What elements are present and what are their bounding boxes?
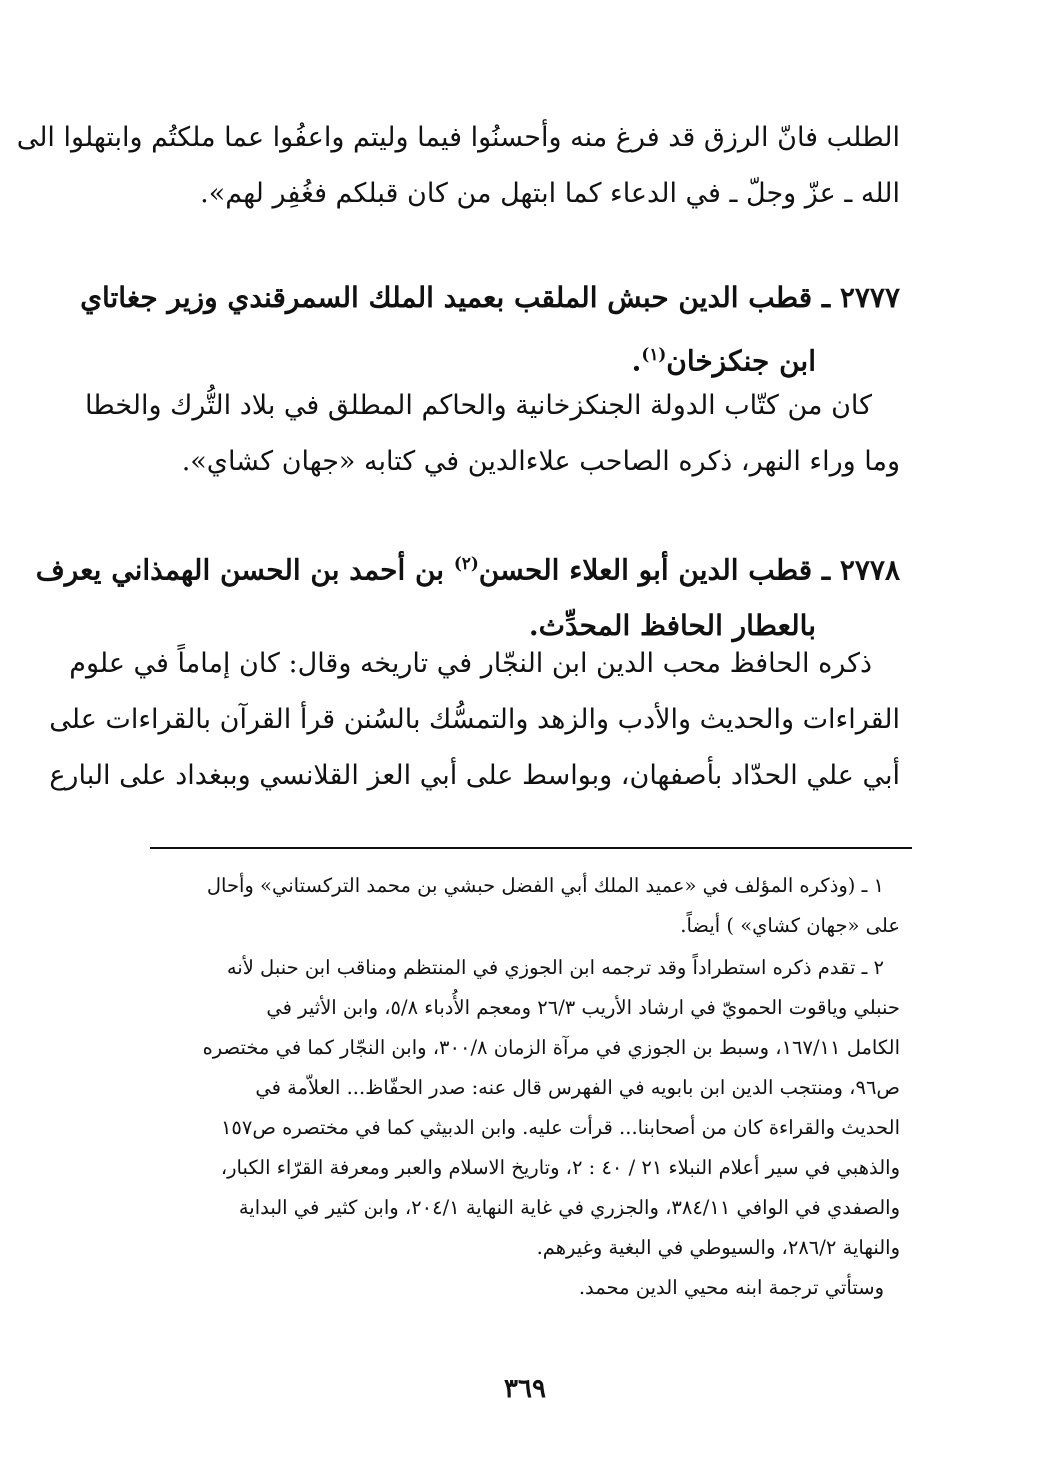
heading-text: قطب الدين أبو العلاء الحسن [478,553,813,587]
top-paragraph [16,110,900,222]
footnote-line: حنبلي وياقوت الحمويّ في ارشاد الأريب ٢٦/٣ ومعجم الأُدباء ٥/٨، وابن الأثير في [266,996,900,1019]
heading-text: ابن جنكزخان [666,344,816,378]
heading-line: ٢٧٧٨ ـ قطب الدين أبو العلاء الحسن$^{(٢)}$ بن أحمد بن الحسن الهمذاني يعرف [35,553,900,587]
footnote-ref: (٢) [453,553,479,573]
text-line: القراءات والحديث والأدب والزهد والتمسُّك بالسُنن قرأ القرآن بالقراءات على [49,704,900,735]
text-line: وما وراء النهر، ذكره الصاحب علاءالدين في كتابه «جهان كشاي». [181,446,900,477]
footnote-line: على «جهان كشاي» ) أيضاً. [680,914,900,937]
footnote-line: ١ ـ (وذكره المؤلف في «عميد الملك أبي الفضل حبشي بن محمد التركستاني» وأحال [206,874,884,897]
text-line: كان من كتّاب الدولة الجنكزخانية والحاكم المطلق في بلاد التُّرك والخطا [84,390,872,421]
text-line: الطلب فانّ الرزق قد فرغ منه وأحسنُوا فيما وليتم واعفُوا عما ملكتُم وابتهلوا الى [16,122,900,153]
heading-text: قطب الدين حبش الملقب بعميد الملك السمرقندي وزير جغاتاي [80,281,813,314]
entry-number: ٢٧٧٨ [839,553,900,587]
heading-line: ابن جنكزخان$^{(١)}$. [631,344,816,378]
footnote-line: والذهبي في سير أعلام النبلاء ٢١ / ٤٠ : ٢، وتاريخ الاسلام والعبر ومعرفة القرّاء الكبار، [220,1156,900,1179]
footnote-divider [150,847,912,849]
footnote-line: والنهاية ٢٨٦/٢، والسيوطي في البغية وغيرهم. [536,1236,900,1259]
footnote-ref: (١) [641,344,667,364]
footnote-line: ص٩٦، ومنتجب الدين ابن بابويه في الفهرس قال عنه: صدر الحفّاظ... العلاّمة في [255,1076,900,1099]
footnote-line: الكامل ١٦٧/١١، وسبط بن الجوزي في مرآة الزمان ٣٠٠/٨، وابن النجّار كما في مختصره [202,1036,900,1059]
footnote-line: والصفدي في الوافي ٣٨٤/١١، والجزري في غاية النهاية ٢٠٤/١، وابن كثير في البداية [238,1196,900,1219]
footnote-2 [150,948,900,1308]
heading-text: بن أحمد بن الحسن الهمذاني يعرف [35,553,454,587]
entry-heading-2777 [80,270,900,389]
heading-line: بالعطار الحافظ المحدِّث. [528,609,816,643]
footnote-line: الحديث والقراءة كان من أصحابنا... قرأت عليه. وابن الدبيثي كما في مختصره ص١٥٧ [220,1116,900,1139]
text-line: أبي علي الحدّاد بأصفهان، وبواسط على أبي العز القلانسي وببغداد على البارع [49,760,900,791]
text-line: الله ـ عزّ وجلّ ـ في الدعاء كما ابتهل من كان قبلكم فغُفِر لهم». [200,178,900,209]
entry-body-2777 [84,378,900,490]
entry-body-2778 [49,636,900,804]
footnote-line: ٢ ـ تقدم ذكره استطراداً وقد ترجمه ابن الجوزي في المنتظم ومناقب ابن حنبل لأنه [226,956,884,979]
text-line: ذكره الحافظ محب الدين ابن النجّار في تاريخه وقال: كان إماماً في علوم [69,648,872,679]
page-number: ٣٦٩ [504,1374,546,1404]
entry-number: ٢٧٧٧ [839,281,900,314]
footnote-closing-line: وستأتي ترجمة ابنه محيي الدين محمد. [578,1276,884,1299]
footnote-1 [150,866,900,946]
heading-line: ٢٧٧٧ ـ قطب الدين حبش الملقب بعميد الملك السمرقندي وزير جغاتاي [80,281,900,314]
